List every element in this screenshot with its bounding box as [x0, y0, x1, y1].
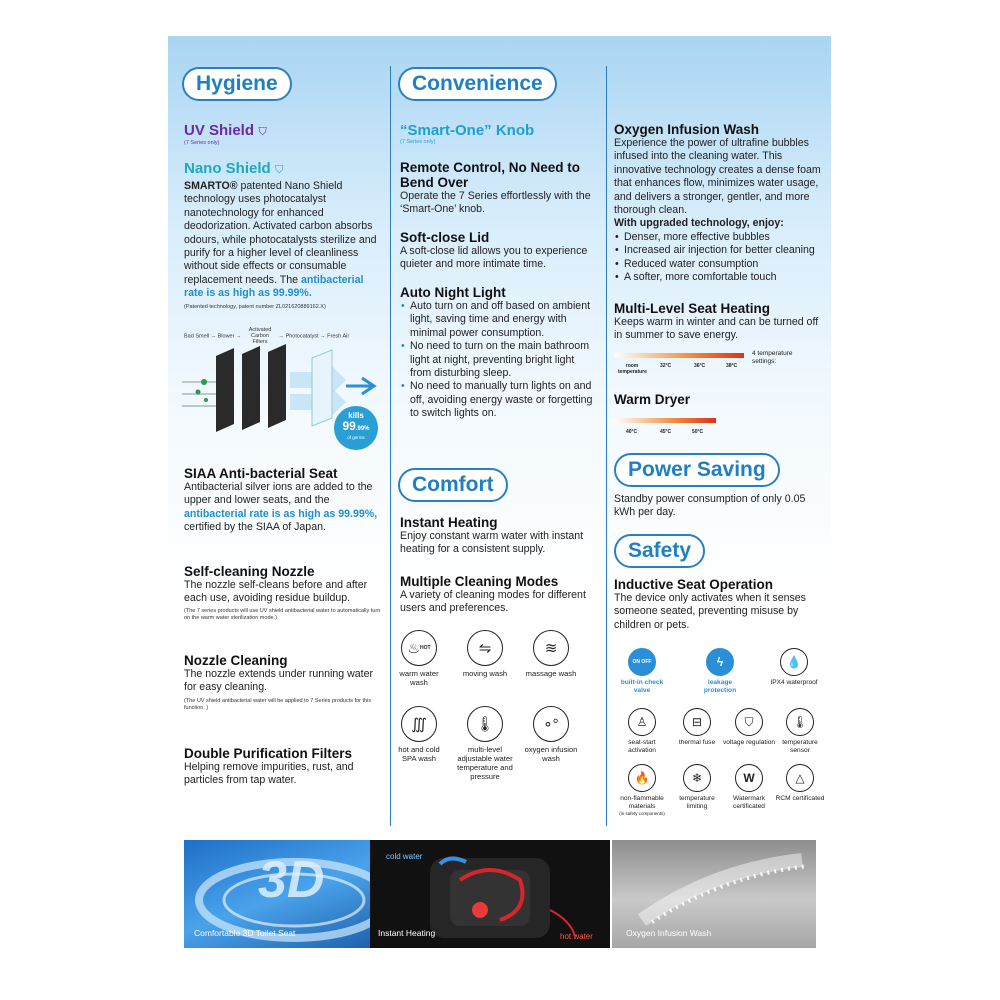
instant-heating-title: Instant Heating [400, 515, 498, 530]
warm-dryer-block [614, 392, 828, 407]
safety-label: seat-start activation [628, 739, 656, 754]
spa-wash-icon: ∭ [401, 706, 437, 742]
uv-shield-title: UV Shield [184, 122, 255, 139]
bubbles-icon: ∘° [533, 706, 569, 742]
cold-water-label: cold water [386, 852, 423, 861]
safety-label: IPX4 waterproof [770, 679, 818, 686]
mode-label: hot and cold SPA wash [398, 745, 440, 763]
safety-voltage [721, 708, 777, 747]
safety-label: built-in check valve [620, 679, 664, 694]
sensor-icon: 🌡 [786, 708, 814, 736]
oxygen-list [614, 231, 828, 285]
mode-label: oxygen infusion wash [524, 745, 578, 763]
self-cleaning-block [184, 564, 384, 622]
list-item: • No need to turn on the main bathroom light at night, preventing bright light from disturbing sleep. [410, 340, 596, 380]
safety-seat-start [614, 708, 670, 755]
flow-step: Photocatalyst [285, 333, 319, 340]
soft-close-title: Soft-close Lid [400, 230, 490, 245]
siaa-title: SIAA Anti-bacterial Seat [184, 466, 338, 481]
kills-line: kills [348, 411, 364, 420]
safety-label: Watermark certificated [733, 795, 765, 810]
warm-dryer-title: Warm Dryer [614, 392, 691, 407]
photo-instant-heating [370, 840, 610, 948]
safety-watermark [721, 764, 777, 811]
photo-caption: Oxygen Infusion Wash [626, 928, 712, 938]
hot-tag: HOT [420, 644, 431, 651]
shield-icon: ⛉ [275, 164, 284, 176]
filters-title: Double Purification Filters [184, 746, 353, 761]
temp-label: 50°C [692, 429, 704, 435]
list-item: • Denser, more effective bubbles [624, 231, 828, 244]
safety-note: (in safety components) [619, 811, 665, 816]
temp-limit-icon: ❄ [683, 764, 711, 792]
seat-icon: ♙ [628, 708, 656, 736]
mode-label: multi-level adjustable water temperature and pressure [457, 745, 513, 781]
uv-shield-note: (7 Series only) [184, 140, 220, 146]
filter-flow: Bad Smell → Blower → Activated Carbon Filters → Photocatalyst → Fresh Air [184, 327, 350, 345]
seat-heating-title: Multi-Level Seat Heating [614, 301, 771, 316]
safety-waterproof [766, 648, 822, 687]
photo-oxygen-wash [612, 840, 816, 948]
rcm-icon: △ [786, 764, 814, 792]
mode-temperature [456, 706, 514, 781]
cleaning-modes-body: A variety of cleaning modes for different users and preferences. [400, 589, 586, 615]
temp-label: 38°C [726, 363, 738, 369]
siaa-tail: certified by the SIAA of Japan. [184, 521, 326, 534]
shield-icon: ⛉ [258, 126, 267, 138]
nano-highlight: antibacterial rate is as high as 99.99%. [184, 273, 364, 300]
oxygen-block [614, 122, 828, 284]
list-item: • No need to manually turn lights on and off, avoiding energy waste or forgetting to switch lights on. [410, 380, 596, 420]
self-cleaning-note: (The 7 series products will use UV shield antibacterial water to automatically turn on the warm water sterilization mode.) [184, 607, 381, 621]
hot-water-label: hot water [560, 932, 593, 941]
check-valve-icon [628, 648, 656, 676]
nozzle-cleaning-note: (The UV shield antibacterial water will be applied to 7 Series products for this function. ) [184, 697, 372, 711]
filters-body: Helping remove impurities, rust, and particles from tap water. [184, 761, 354, 787]
flame-icon: 🔥 [628, 764, 656, 792]
uv-shield-block [184, 122, 384, 147]
night-light-block [400, 285, 596, 421]
self-cleaning-title: Self-cleaning Nozzle [184, 564, 315, 579]
inductive-block [614, 577, 824, 632]
kills-badge [334, 406, 378, 450]
on-off-tag: ON OFF [632, 659, 652, 665]
safety-label: leakage protection [703, 679, 737, 694]
temp-label: 36°C [694, 363, 706, 369]
kills-caption: of germs [347, 435, 365, 440]
instant-heating-block [400, 515, 596, 557]
safety-flame [614, 764, 670, 817]
safety-fuse [669, 708, 725, 747]
convenience-heading: Convenience [398, 67, 557, 101]
flow-step: Blower [217, 333, 235, 340]
fuse-icon: ⊟ [683, 708, 711, 736]
knob-block [400, 122, 600, 146]
knob-note: (7 Series only) [400, 139, 436, 145]
hot-water-icon: ♨ HOT [401, 630, 437, 666]
soft-close-block [400, 230, 596, 272]
safety-heading: Safety [614, 534, 705, 568]
safety-label: RCM certificated [775, 795, 825, 802]
oxygen-title: Oxygen Infusion Wash [614, 122, 760, 137]
safety-leakage [692, 648, 748, 695]
mode-label: massage wash [525, 669, 577, 678]
massage-wash-icon: ≋ [533, 630, 569, 666]
nano-body: patented Nano Shield technology uses photocatalyst nanotechnology for enhanced deodorization. Activated carbon absorbs odours, while photocatalysts sterilize and purify for a higher level of cleanliness without side effects or consumable replacement needs. The [184, 180, 377, 286]
remote-block [400, 160, 596, 217]
nano-shield-title: Nano Shield [184, 160, 271, 177]
list-item: • Reduced water consumption [624, 258, 828, 271]
night-light-list [400, 300, 596, 421]
kills-number: 99 [342, 419, 356, 433]
night-light-title: Auto Night Light [400, 285, 506, 300]
remote-title: Remote Control, No Need to Bend Over [400, 160, 581, 190]
power-saving-heading: Power Saving [614, 453, 780, 487]
mode-oxygen [522, 706, 580, 763]
column-divider [606, 66, 607, 826]
dryer-temp-bar [614, 418, 716, 423]
nozzle-cleaning-block [184, 653, 384, 712]
kills-decimal: .99% [355, 426, 370, 432]
siaa-block [184, 466, 384, 535]
moving-wash-icon: ⇋ [467, 630, 503, 666]
flow-step: Activated Carbon Filters [248, 327, 272, 345]
power-saving-body: Standby power consumption of only 0.05 kWh per day. [614, 493, 806, 519]
3d-text: 3D [258, 851, 325, 909]
cleaning-modes-title: Multiple Cleaning Modes [400, 574, 559, 589]
list-item: • A softer, more comfortable touch [624, 271, 828, 284]
hygiene-heading: Hygiene [182, 67, 292, 101]
list-item: • Auto turn on and off based on ambient light, saving time and energy with minimal power consumption. [410, 300, 596, 340]
remote-body: Operate the 7 Series effortlessly with the ‘Smart-One’ knob. [400, 190, 591, 216]
instant-heating-body: Enjoy constant warm water with instant heating for a consistent supply. [400, 530, 584, 556]
oxygen-body: Experience the power of ultrafine bubbles infused into the cleaning water. This innovative technology creates a dense foam that enhances flow, minimizes water usage, and delivers a stronger, gentler, and more thorough clean. [614, 137, 821, 217]
photo-3d-seat [184, 840, 396, 948]
safety-sensor [772, 708, 828, 755]
safety-label: thermal fuse [678, 739, 716, 746]
inductive-title: Inductive Seat Operation [614, 577, 774, 592]
comfort-heading: Comfort [398, 468, 508, 502]
safety-temp-limit [669, 764, 725, 811]
mode-warm-water [390, 630, 448, 687]
nano-shield-block [184, 160, 384, 311]
cleaning-modes-block [400, 574, 596, 616]
mode-moving [456, 630, 514, 678]
mode-massage [522, 630, 580, 678]
temp-label: 45°C [660, 429, 672, 435]
siaa-body: Antibacterial silver ions are added to the upper and lower seats, and the [184, 481, 373, 507]
knob-title: “Smart-One” Knob [400, 122, 535, 139]
temp-label: 40°C [626, 429, 638, 435]
waterproof-icon: 💧 [780, 648, 808, 676]
safety-rcm [772, 764, 828, 803]
safety-label: voltage regulation [722, 739, 776, 746]
mode-label: warm water wash [399, 669, 439, 687]
self-cleaning-body: The nozzle self-cleans before and after each use, avoiding residue buildup. [184, 579, 368, 605]
mode-spa [390, 706, 448, 763]
nozzle-cleaning-title: Nozzle Cleaning [184, 653, 288, 668]
voltage-icon: ⛉ [735, 708, 763, 736]
flow-step: Bad Smell [184, 333, 210, 340]
list-item: • Increased air injection for better cleaning [624, 244, 828, 257]
soft-close-body: A soft-close lid allows you to experience quieter and more intimate time. [400, 245, 588, 271]
nozzle-cleaning-body: The nozzle extends under running water for easy cleaning. [184, 668, 374, 694]
safety-check-valve [614, 648, 670, 695]
safety-label: non-flammable materials [620, 795, 664, 810]
brochure-sheet [168, 36, 831, 836]
flow-step: Fresh Air [327, 333, 350, 340]
seat-heating-body: Keeps warm in winter and can be turned off in summer to save energy. [614, 316, 819, 342]
oxygen-enjoy: With upgraded technology, enjoy: [614, 217, 784, 230]
watermark-icon: W [735, 764, 763, 792]
seat-heating-block [614, 301, 828, 343]
thermometer-icon: 🌡 [467, 706, 503, 742]
filters-block [184, 746, 384, 788]
patent-note: (Patented technology, patent number ZL021620889162.X) [184, 303, 326, 310]
mode-label: moving wash [462, 669, 508, 678]
seat-note: 4 temperature settings: [752, 350, 793, 365]
temp-label: room temperature [618, 363, 647, 375]
safety-label: temperature sensor [782, 739, 818, 754]
brand-name: SMARTO® [184, 180, 238, 192]
siaa-highlight: antibacterial rate is as high as 99.99%, [184, 507, 378, 520]
photo-caption: Instant Heating [378, 928, 436, 938]
safety-label: temperature limiting [679, 795, 715, 810]
leakage-icon: ϟ [706, 648, 734, 676]
temp-label: 32°C [660, 363, 672, 369]
photo-caption: Comfortable 3D Toilet Seat [194, 928, 296, 938]
inductive-body: The device only activates when it senses someone seated, preventing misuse by children or pets. [614, 592, 806, 631]
seat-temp-bar [614, 353, 744, 358]
